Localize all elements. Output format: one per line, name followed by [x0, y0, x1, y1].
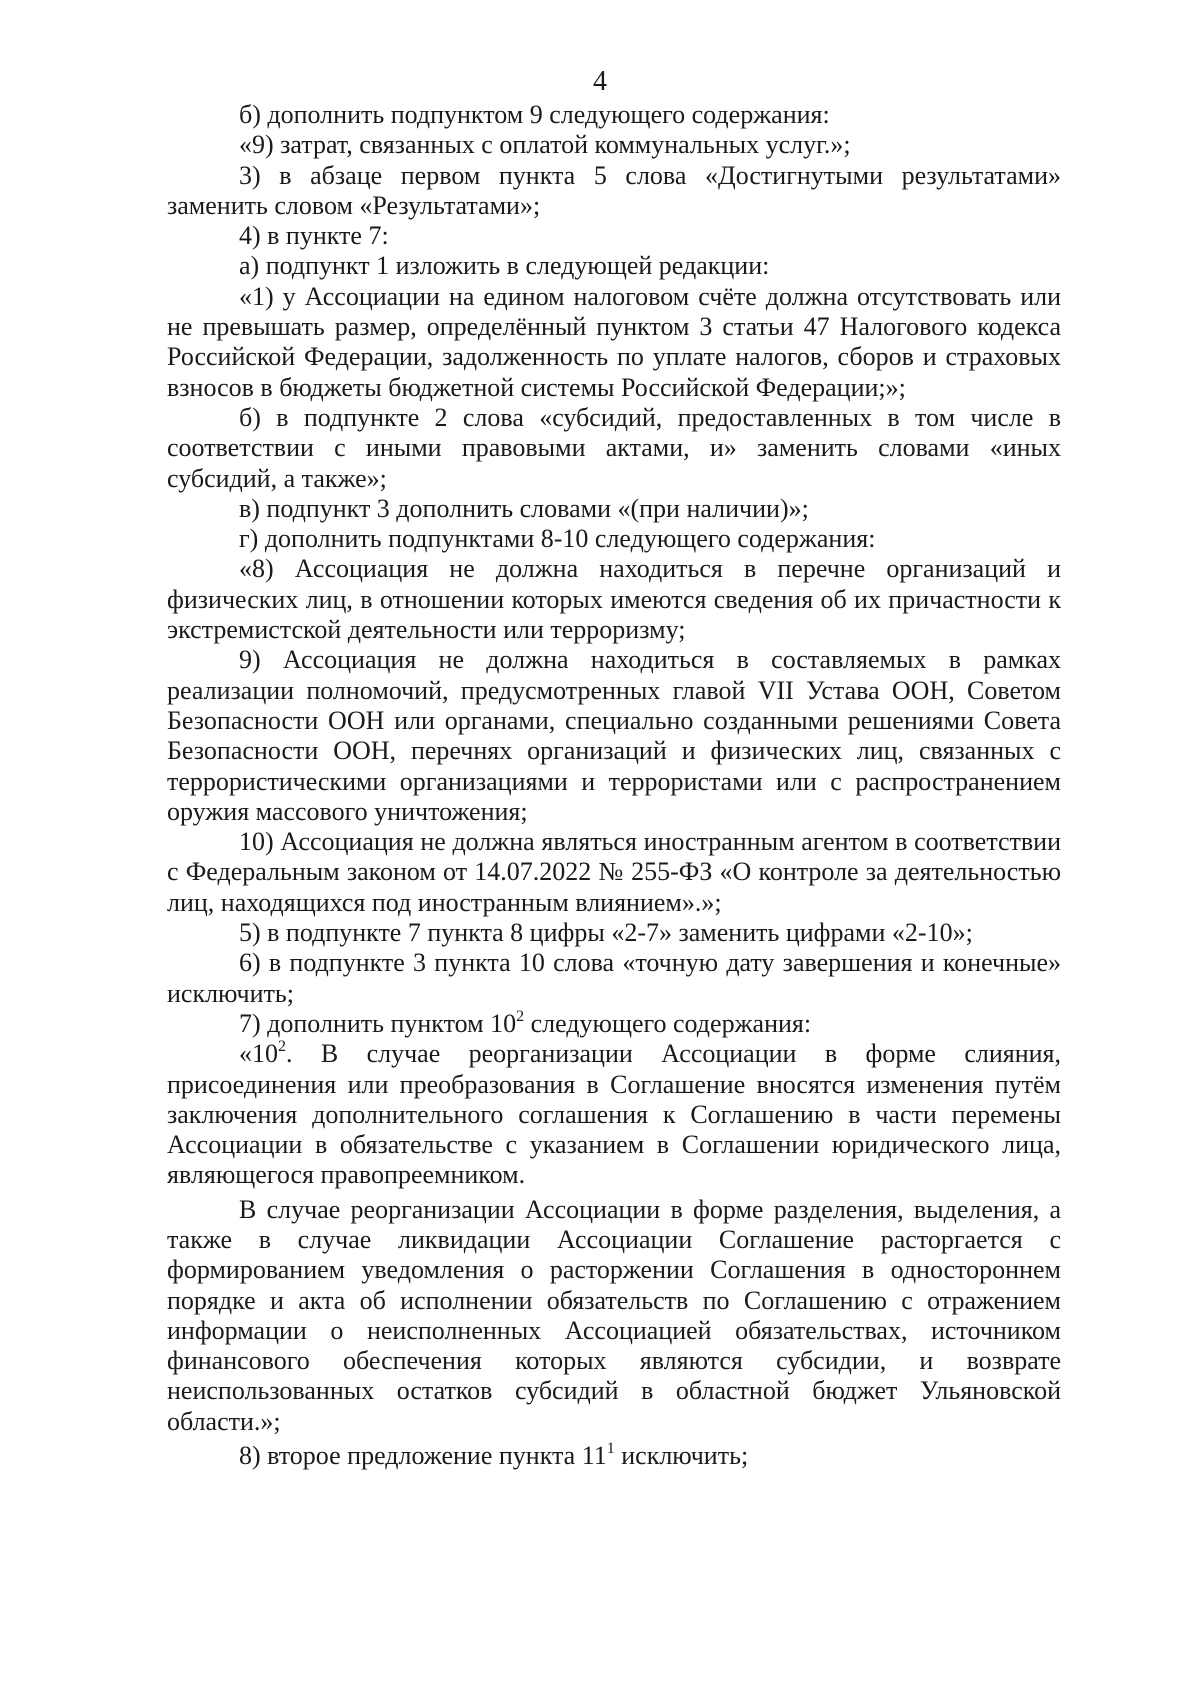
superscript: 2: [278, 1038, 286, 1056]
paragraph: В случае реорганизации Ассоциации в форме разделения, выделения, а также в случае ликвидации Ассоциации Соглашение расторгается с формированием уведомления о расторжении Соглашения в одностороннем порядке и акта об исполнении обязательств по Соглашению с отражением информации о неисполненных Ассоциацией обязательствах, источником финансового обеспечения которых являются субсидии, и возврате неиспользованных остатков субсидий в областной бюджет Ульяновской области.»;: [167, 1194, 1061, 1436]
paragraph: «8) Ассоциация не должна находиться в перечне организаций и физических лиц, в отношении которых имеются сведения об их причастности к экстремистской деятельности или терроризму;: [167, 554, 1061, 645]
paragraph-text: 8) второе предложение пункта 11: [239, 1441, 607, 1471]
paragraph: 6) в подпункте 3 пункта 10 слова «точную дату завершения и конечные» исключить;: [167, 948, 1061, 1008]
paragraph: [167, 1039, 1061, 1190]
paragraph-text: 7) дополнить пунктом 10: [239, 1008, 517, 1038]
paragraph-text: . В случае реорганизации Ассоциации в форме слияния, присоединения или преобразования в Соглашение вносятся изменения путём заключения дополнительного соглашения к Соглашению в части перемены Ассоциации в обязательстве с указанием в Соглашении юридического лица, являющегося правопреемником.: [167, 1039, 1061, 1190]
paragraph-text: следующего содержания:: [524, 1008, 812, 1038]
paragraph-text: исключить;: [614, 1441, 749, 1471]
paragraph: б) в подпункте 2 слова «субсидий, предоставленных в том числе в соответствии с иными правовыми актами, и» заменить словами «иных субсидий, а также»;: [167, 402, 1061, 493]
paragraph: 5) в подпункте 7 пункта 8 цифры «2-7» заменить цифрами «2-10»;: [239, 918, 973, 948]
paragraph: г) дополнить подпунктами 8-10 следующего содержания:: [239, 524, 876, 554]
page-number: 4: [593, 66, 607, 97]
paragraph: 10) Ассоциация не должна являться иностранным агентом в соответствии с Федеральным законом от 14.07.2022 № 255-ФЗ «О контроле за деятельностью лиц, находящихся под иностранным влиянием».»;: [167, 827, 1061, 917]
paragraph: 3) в абзаце первом пункта 5 слова «Достигнутыми результатами» заменить словом «Результатами»;: [167, 160, 1061, 220]
paragraph: «9) затрат, связанных с оплатой коммунальных услуг.»;: [239, 130, 851, 160]
paragraph: а) подпункт 1 изложить в следующей редакции:: [239, 251, 770, 281]
paragraph: [167, 1441, 1061, 1471]
paragraph: б) дополнить подпунктом 9 следующего содержания:: [239, 100, 830, 129]
paragraph: в) подпункт 3 дополнить словами «(при наличии)»;: [239, 493, 809, 523]
document-body: [167, 100, 1061, 1471]
paragraph-text: «10: [239, 1039, 278, 1069]
paragraph: 9) Ассоциация не должна находиться в составляемых в рамках реализации полномочий, предусмотренных главой VII Устава ООН, Советом Безопасности ООН или органами, специально созданными решениями Совета Безопасности ООН, перечнях организаций и физических лиц, связанных с террористическими организациями и террористами или с распространением оружия массового уничтожения;: [167, 645, 1061, 826]
superscript: 1: [606, 1440, 615, 1458]
paragraph: [167, 1009, 1061, 1039]
paragraph: «1) у Ассоциации на едином налоговом счёте должна отсутствовать или не превышать размер, определённый пунктом 3 статьи 47 Налогового кодекса Российской Федерации, задолженность по уплате налогов, сборов и страховых взносов в бюджеты бюджетной системы Российской Федерации;»;: [167, 281, 1061, 402]
superscript: 2: [516, 1007, 525, 1025]
paragraph: 4) в пункте 7:: [239, 221, 389, 251]
